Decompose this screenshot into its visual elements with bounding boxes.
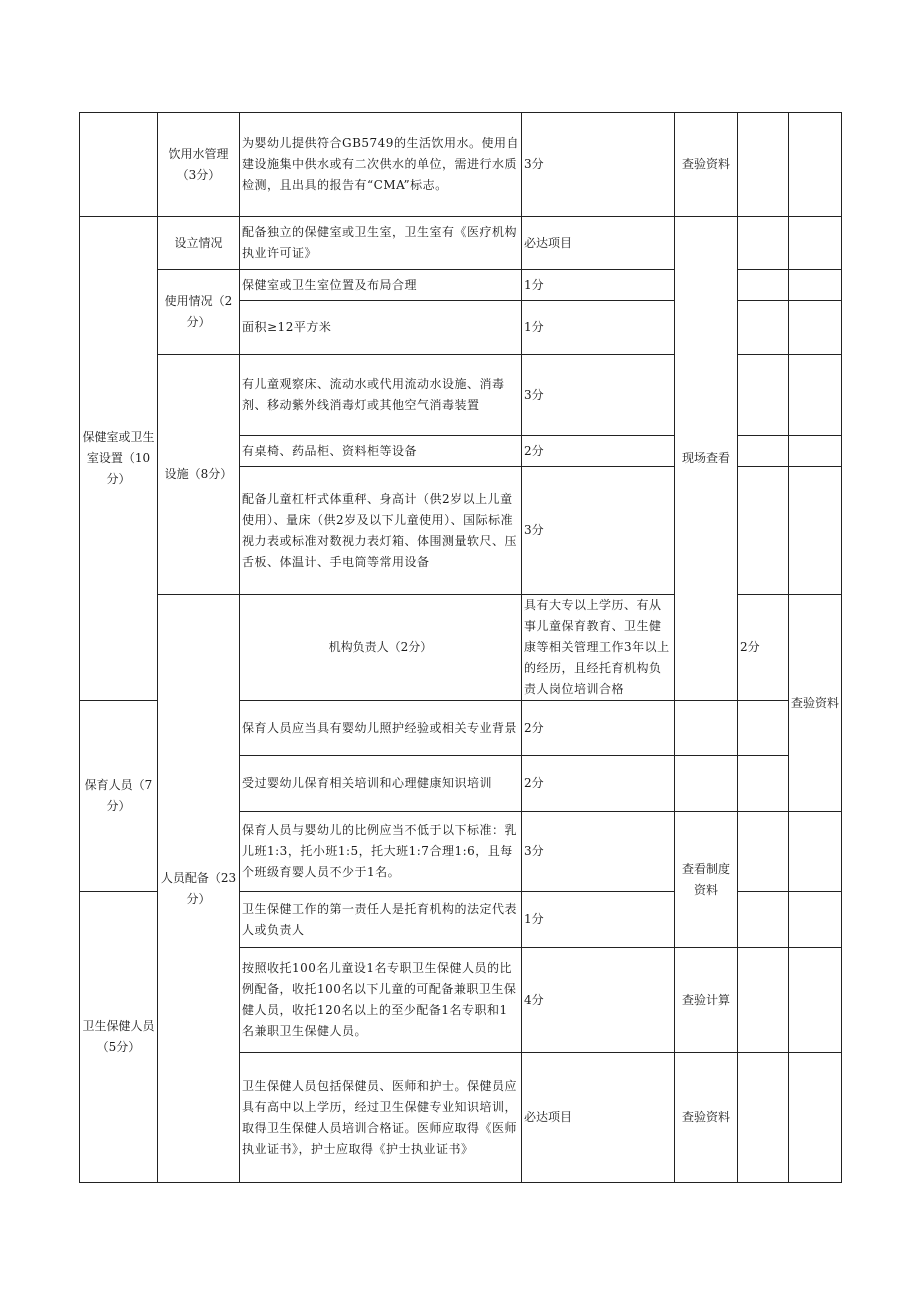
requirement-text: 保育人员与婴幼儿的比例应当不低于以下标准：乳儿班1:3，托小班1:5，托大班1:7合理1:6，且每个班级育婴人员不少于1名。 (240, 812, 522, 892)
requirement-text: 配备独立的保健室或卫生室，卫生室有《医疗机构执业许可证》 (240, 217, 522, 270)
score-value: 必达项目 (522, 1053, 675, 1183)
blank-cell (789, 812, 842, 892)
blank-cell (789, 355, 842, 436)
requirement-text: 保育人员应当具有婴幼儿照护经验或相关专业背景 (240, 701, 522, 756)
blank-cell (789, 217, 842, 270)
sub-item-carers: 保育人员（7分） (80, 701, 158, 892)
category-cell-empty (80, 113, 158, 217)
score-value: 1分 (522, 301, 675, 355)
blank-cell (675, 756, 738, 812)
blank-cell (789, 948, 842, 1053)
blank-cell (738, 270, 789, 301)
score-value: 必达项目 (522, 217, 675, 270)
sub-item-water: 饮用水管理（3分） (158, 113, 240, 217)
requirement-text: 卫生保健人员包括保健员、医师和护士。保健员应具有高中以上学历，经过卫生保健专业知识培训，取得卫生保健人员培训合格证。医师应取得《医师执业证书》，护士应取得《护士执业证书》 (240, 1053, 522, 1183)
blank-cell (789, 113, 842, 217)
blank-cell (738, 355, 789, 436)
sub-item-usage: 使用情况（2分） (158, 270, 240, 355)
blank-cell (789, 467, 842, 595)
check-method: 查验资料 (675, 113, 738, 217)
score-value: 1分 (522, 270, 675, 301)
sub-item-health: 卫生保健人员（5分） (80, 892, 158, 1183)
score-value: 3分 (522, 355, 675, 436)
blank-cell (738, 467, 789, 595)
blank-cell (789, 1053, 842, 1183)
score-value: 3分 (522, 113, 675, 217)
blank-cell (738, 113, 789, 217)
blank-cell (738, 217, 789, 270)
blank-cell (675, 701, 738, 756)
blank-cell (738, 301, 789, 355)
requirement-text: 为婴幼儿提供符合GB5749的生活饮用水。使用自建设施集中供水或有二次供水的单位，需进行水质检测，且出具的报告有“CMA”标志。 (240, 113, 522, 217)
sub-item-setup: 设立情况 (158, 217, 240, 270)
check-method: 查验资料 (789, 595, 842, 812)
blank-cell (738, 812, 789, 892)
score-value: 2分 (522, 701, 675, 756)
blank-cell (738, 948, 789, 1053)
requirement-text: 受过婴幼儿保育相关培训和心理健康知识培训 (240, 756, 522, 812)
check-method: 现场查看 (675, 217, 738, 701)
blank-cell (789, 270, 842, 301)
requirement-text: 按照收托100名儿童设1名专职卫生保健人员的比例配备，收托100名以下儿童的可配备兼职卫生保健人员，收托120名以上的至少配备1名专职和1名兼职卫生保健人员。 (240, 948, 522, 1053)
category-clinic: 保健室或卫生室设置（10分） (80, 217, 158, 701)
requirement-text: 卫生保健工作的第一责任人是托育机构的法定代表人或负责人 (240, 892, 522, 948)
requirement-text: 具有大专以上学历、有从事儿童保育教育、卫生健康等相关管理工作3年以上的经历，且经托育机构负责人岗位培训合格 (522, 595, 675, 701)
blank-cell (738, 756, 789, 812)
check-method: 查验计算 (675, 948, 738, 1053)
requirement-text: 有桌椅、药品柜、资料柜等设备 (240, 436, 522, 467)
assessment-table (79, 112, 842, 1183)
category-staff: 人员配备（23分） (158, 595, 240, 1183)
score-value: 1分 (522, 892, 675, 948)
check-method: 查验资料 (675, 1053, 738, 1183)
score-value: 2分 (522, 436, 675, 467)
blank-cell (789, 436, 842, 467)
blank-cell (738, 892, 789, 948)
blank-cell (738, 436, 789, 467)
requirement-text: 面积≥12平方米 (240, 301, 522, 355)
requirement-text: 配备儿童杠杆式体重秤、身高计（供2岁以上儿童使用）、量床（供2岁及以下儿童使用）、国际标准视力表或标准对数视力表灯箱、体围测量软尺、压舌板、体温计、手电筒等常用设备 (240, 467, 522, 595)
score-value: 3分 (522, 467, 675, 595)
check-method: 查看制度资料 (675, 812, 738, 948)
blank-cell (738, 1053, 789, 1183)
score-value: 4分 (522, 948, 675, 1053)
score-value: 2分 (738, 595, 789, 701)
requirement-text: 保健室或卫生室位置及布局合理 (240, 270, 522, 301)
table-row (80, 113, 842, 217)
table-row (80, 217, 842, 270)
requirement-text: 有儿童观察床、流动水或代用流动水设施、消毒剂、移动紫外线消毒灯或其他空气消毒装置 (240, 355, 522, 436)
sub-item-head: 机构负责人（2分） (240, 595, 522, 701)
score-value: 2分 (522, 756, 675, 812)
blank-cell (738, 701, 789, 756)
blank-cell (789, 301, 842, 355)
sub-item-facility: 设施（8分） (158, 355, 240, 595)
score-value: 3分 (522, 812, 675, 892)
blank-cell (789, 892, 842, 948)
